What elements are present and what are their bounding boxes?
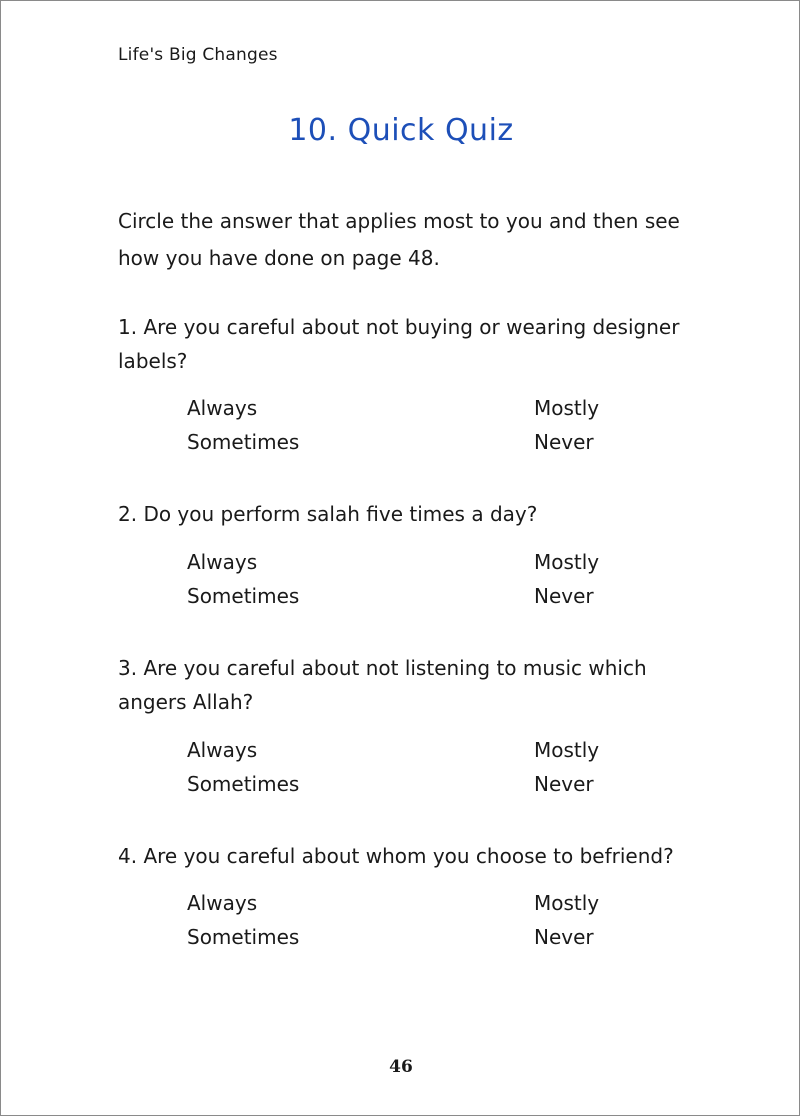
- page-number: 46: [389, 1057, 413, 1077]
- option-never[interactable]: Never: [534, 925, 594, 949]
- option-sometimes[interactable]: Sometimes: [187, 430, 300, 454]
- option-never[interactable]: Never: [534, 584, 594, 608]
- option-mostly[interactable]: Mostly: [534, 396, 600, 420]
- answer-options-4: [187, 891, 647, 961]
- answer-options-3: [187, 738, 647, 808]
- page-title: 10. Quick Quiz: [288, 113, 514, 148]
- option-mostly[interactable]: Mostly: [534, 550, 600, 574]
- option-always[interactable]: Always: [187, 891, 258, 915]
- question-4: 4. Are you careful about whom you choose to befriend?: [118, 844, 674, 868]
- question-2: 2. Do you perform salah five times a day?: [118, 502, 538, 526]
- option-sometimes[interactable]: Sometimes: [187, 925, 300, 949]
- option-never[interactable]: Never: [534, 772, 594, 796]
- quiz-instructions: Circle the answer that applies most to you and then see how you have done on page 48.: [118, 209, 680, 270]
- option-sometimes[interactable]: Sometimes: [187, 772, 300, 796]
- answer-options-2: [187, 550, 647, 620]
- running-head: Life's Big Changes: [118, 45, 278, 65]
- option-sometimes[interactable]: Sometimes: [187, 584, 300, 608]
- option-always[interactable]: Always: [187, 738, 258, 762]
- option-mostly[interactable]: Mostly: [534, 891, 600, 915]
- option-always[interactable]: Always: [187, 550, 258, 574]
- question-3: 3. Are you careful about not listening to music which angers Allah?: [118, 656, 647, 714]
- question-1: 1. Are you careful about not buying or wearing designer labels?: [118, 315, 680, 373]
- option-always[interactable]: Always: [187, 396, 258, 420]
- answer-options-1: [187, 396, 647, 466]
- option-never[interactable]: Never: [534, 430, 594, 454]
- option-mostly[interactable]: Mostly: [534, 738, 600, 762]
